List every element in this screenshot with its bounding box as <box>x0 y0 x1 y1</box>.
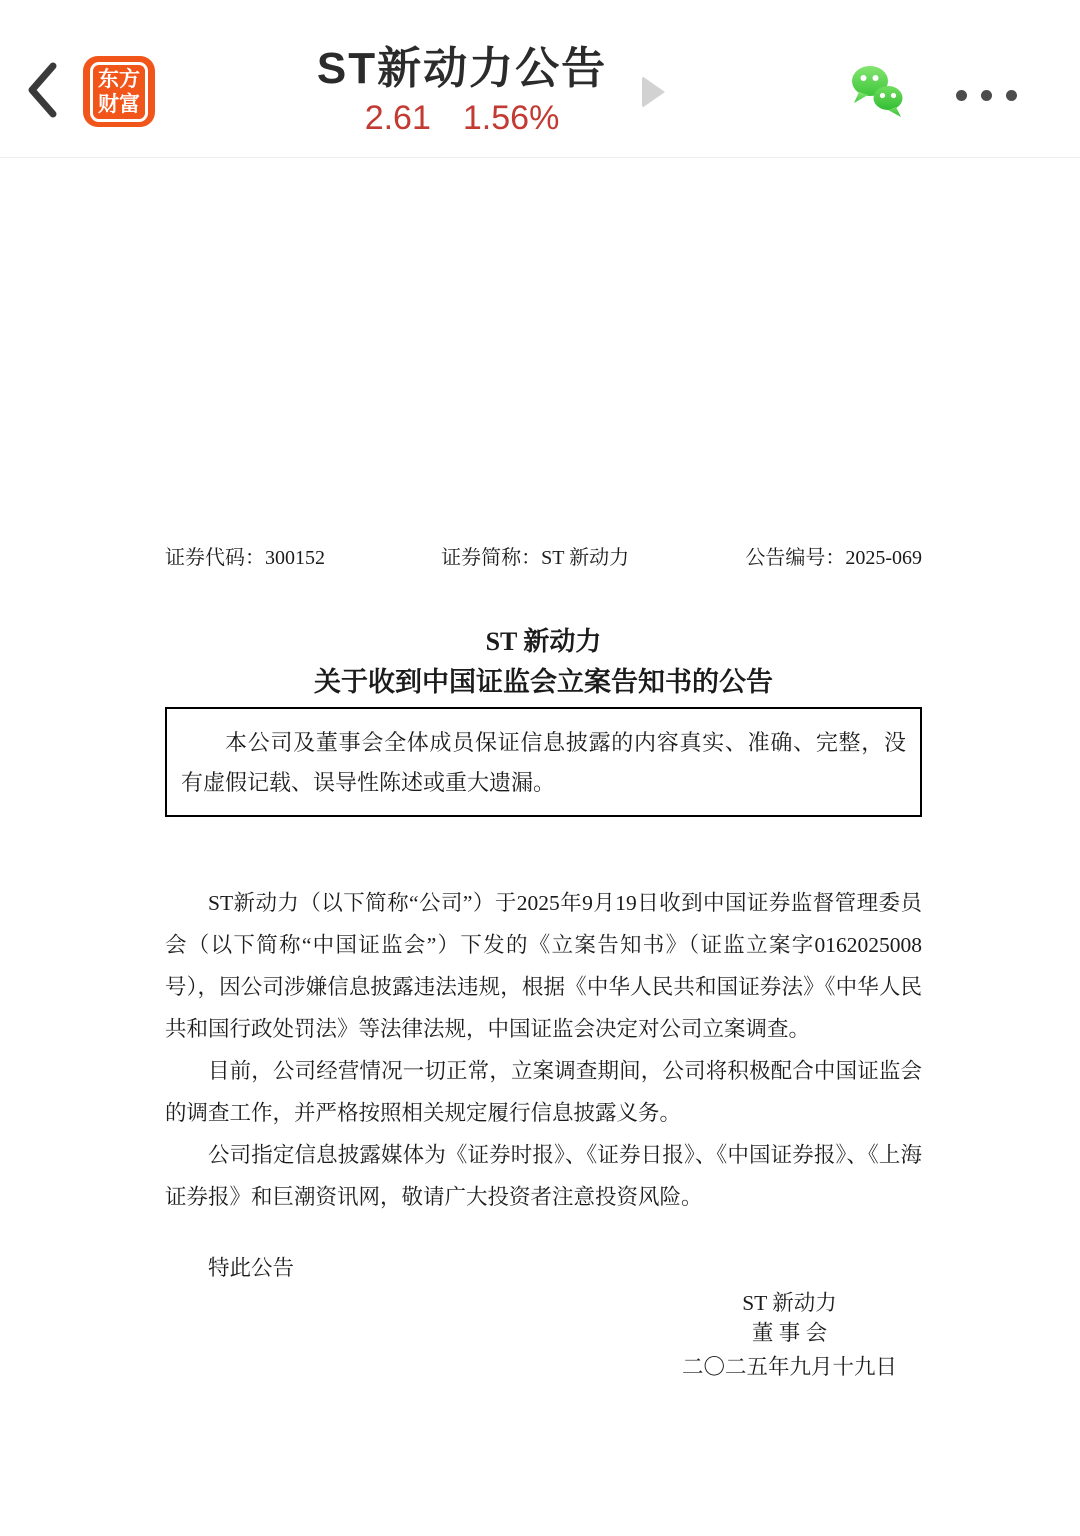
document-meta-row <box>165 545 922 571</box>
stock-short-name: 证券简称：ST 新动力 <box>441 547 630 569</box>
closing-statement: 特此公告 <box>208 1256 295 1280</box>
announcement-number: 公告编号：2025-069 <box>745 547 922 569</box>
document-main-title: 关于收到中国证监会立案告知书的公告 <box>314 667 773 697</box>
eastmoney-logo[interactable] <box>83 56 155 127</box>
disclaimer-box <box>165 707 922 817</box>
stock-change-percent: 1.56% <box>462 99 560 137</box>
disclaimer-text: 本公司及董事会全体成员保证信息披露的内容真实、准确、完整，没有虚假记载、误导性陈述或重大遗漏。 <box>181 730 906 795</box>
body-paragraph: ST新动力（以下简称“公司”）于2025年9月19日收到中国证券监督管理委员会（以下简称“中国证监会”）下发的《立案告知书》（证监立案字0162025008号），因公司涉嫌信息披露违法违规，根据《中华人民共和国证券法》《中华人民共和国行政处罚法》等法律法规，中国证监会决定对公司立案调查。 <box>165 891 922 1041</box>
title-block[interactable] <box>262 42 662 138</box>
signature-company: ST 新动力 <box>742 1291 837 1315</box>
stock-code: 证券代码：300152 <box>165 547 325 569</box>
back-button[interactable] <box>22 60 62 120</box>
body-paragraph: 公司指定信息披露媒体为《证券时报》、《证券日报》、《中国证券报》、《上海证券报》和巨潮资讯网，敬请广大投资者注意投资风险。 <box>165 1143 922 1209</box>
page-title: ST新动力公告 <box>316 44 608 93</box>
signature-block <box>165 1288 922 1382</box>
wechat-share-button[interactable] <box>846 63 908 123</box>
signature-inner <box>682 1288 897 1382</box>
logo-line-2: 财富 <box>98 92 140 116</box>
ellipsis-dot <box>981 90 992 101</box>
wechat-icon <box>846 63 908 123</box>
document-company-title: ST 新动力 <box>485 627 602 656</box>
logo-line-1: 东方 <box>98 67 140 91</box>
signature-board: 董 事 会 <box>751 1321 828 1345</box>
title-caret-icon[interactable] <box>642 76 665 108</box>
chevron-left-icon <box>22 60 62 120</box>
ellipsis-dot <box>1006 90 1017 101</box>
more-menu-button[interactable] <box>956 89 1017 101</box>
stock-price: 2.61 <box>364 99 431 137</box>
ellipsis-dot <box>956 90 967 101</box>
signature-date: 二〇二五年九月十九日 <box>681 1355 897 1379</box>
body-paragraph: 目前，公司经营情况一切正常，立案调查期间，公司将积极配合中国证监会的调查工作，并严格按照相关规定履行信息披露义务。 <box>165 1059 922 1125</box>
announcement-document <box>0 158 1080 1382</box>
app-header <box>0 0 1080 158</box>
stock-quote <box>262 98 662 138</box>
eastmoney-logo-text <box>90 62 148 122</box>
